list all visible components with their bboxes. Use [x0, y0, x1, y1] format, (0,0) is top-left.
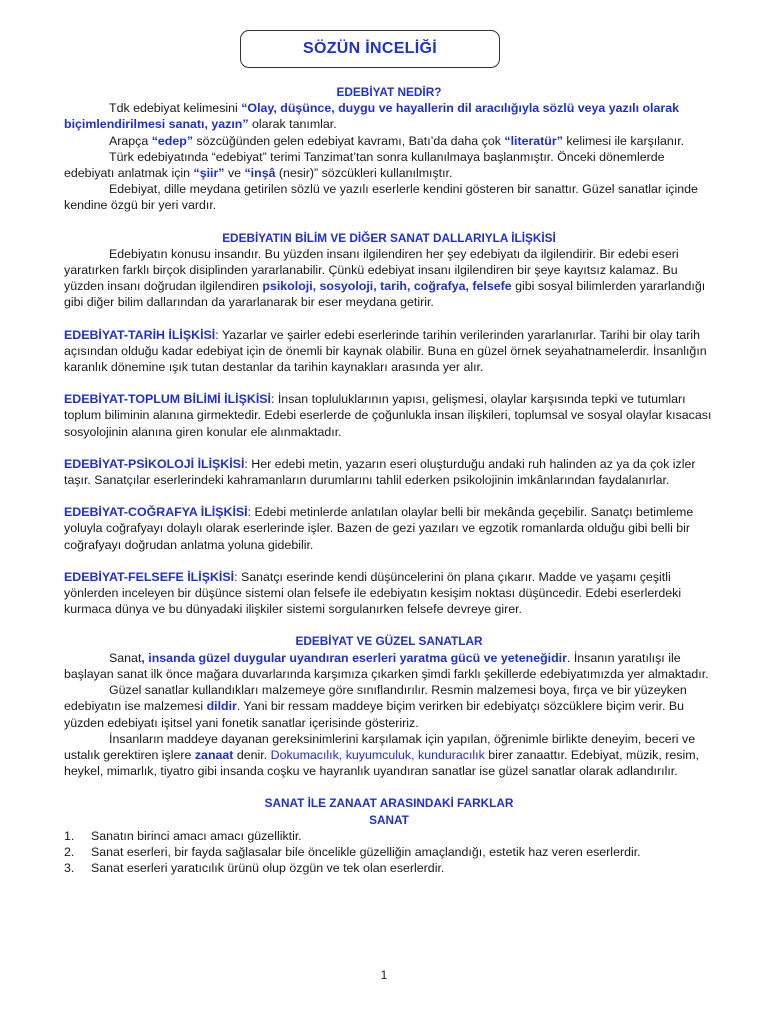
- paragraph-zanaat: İnsanların maddeye dayanan gereksinimlerini karşılamak için yapılan, öğrenimle birlikte deneyim, beceri ve ustalık gerektiren işlere zanaat denir. Dokumacılık, kuyumculuk, kunduracılık birer zanaattır. Edebiyat, müzik, resim, heykel, mimarlık, tiyatro gibi insanda coşku ve hayranlık uyandıran sanatlar ise güzel sanatlar olarak adlandırılır.: [64, 731, 699, 779]
- paragraph-edebiyat-konusu: Edebiyatın konusu insandır. Bu yüzden insanı ilgilendiren her şey edebiyatı da ilgilendirir. Bir edebi eseri yaratırken farklı birçok disiplinden yararlanabilir. Çünkü edebiyat insanı ilgilendiren bir şeye kayıtsız kalamaz. Bu yüzden insanı doğrudan ilgilendiren psikoloji, sosyoloji, tarih, coğrafya, felsefe gibi sosyal bilimlerden yararlandığı gibi diğer bilim dallarından da yararlanarak bir eser meydana getirir.: [64, 246, 706, 310]
- page-number: 1: [380, 968, 388, 982]
- relation-psikoloji: EDEBİYAT-PSİKOLOJİ İLİŞKİSİ: Her edebi metin, yazarın eseri oluşturduğu andaki ruh halinden az ya da çok izler taşır. Sanatçılar eserlerindeki kahramanların durumlarını tahlil ederken psikolojinin imkânlarından faydalanırlar.: [64, 456, 696, 488]
- title-box: [240, 30, 500, 68]
- paragraph-tanzimat: Türk edebiyatında “edebiyat” terimi Tanzimat’tan sonra kullanılmaya başlanmıştır. Önceki dönemlerde edebiyatı anlatmak için “şiir” ve “inşâ (nesir)” sözcükleri kullanılmıştır.: [64, 149, 665, 181]
- sanat-list: [64, 828, 714, 877]
- term-edep: “edep”: [151, 133, 194, 148]
- paragraph-edebiyat-sanat: Edebiyat, dille meydana getirilen sözlü ve yazılı eserlerle kendini gösteren bir sanattır. Güzel sanatlar içinde kendine özgü bir yeri vardır.: [64, 182, 698, 213]
- relation-label: EDEBİYAT-FELSEFE İLİŞKİSİ: [64, 569, 235, 584]
- relation-label: EDEBİYAT-COĞRAFYA İLİŞKİSİ: [64, 505, 248, 520]
- heading-guzel-sanatlar: EDEBİYAT VE GÜZEL SANATLAR: [295, 634, 483, 649]
- paragraph-sanat-tanimi: Sanat, insanda güzel duygular uyandıran eserleri yaratma gücü ve yeteneğidir. İnsanın yaratılışı ile başlayan sanat ilk önce mağara duvarlarında karşımıza çıkarken şimdi farklı şekillerde edebiyatımızda yer almaktadır.: [64, 650, 709, 681]
- list-item: 3. Sanat eserleri yaratıcılık ürünü olup özgün ve tek olan eserlerdir.: [64, 861, 445, 876]
- term-dildir: dildir: [206, 699, 237, 714]
- term-zanaat-ornekleri: Dokumacılık, kuyumculuk, kunduracılık: [270, 747, 485, 762]
- term-zanaat: zanaat: [194, 747, 234, 762]
- page-title: SÖZÜN İNCELİĞİ: [303, 39, 437, 57]
- term-insa: “inşâ: [244, 166, 276, 181]
- relation-cografya: EDEBİYAT-COĞRAFYA İLİŞKİSİ: Edebi metinlerde anlatılan olaylar belli bir mekânda geçebilir. Sanatçı betimleme yoluyla coğrafyayı dolaylı olarak eserlerinde işler. Bazen de gezi yazıları ve egzotik romanlarda olduğu gibi belli bir coğrafyayı doğrudan anlatma yoluna gidebilir.: [64, 505, 694, 552]
- term-siir: “şiir”: [193, 166, 225, 181]
- heading-edebiyat-nedir: EDEBİYAT NEDİR?: [336, 85, 442, 99]
- paragraph-edep: Arapça “edep” sözcüğünden gelen edebiyat kavramı, Batı’da daha çok “literatür” kelimesi ile karşılanır.: [109, 133, 685, 148]
- paragraph-tdk-definition: Tdk edebiyat kelimesini “Olay, düşünce, duygu ve hayallerin dil aracılığıyla sözlü veya yazılı olarak biçimlendirilmesi sanatı, yazın” olarak tanımlar.: [64, 101, 679, 132]
- quote-definition: “Olay, düşünce, duygu ve hayallerin dil aracılığıyla sözlü veya yazılı olarak biçimlendirilmesi sanatı, yazın”: [64, 101, 679, 132]
- term-sanat-tanimi: , insanda güzel duygular uyandıran eserleri yaratma gücü ve yeteneğidir: [141, 650, 567, 665]
- paragraph-malzeme: Güzel sanatlar kullandıkları malzemeye göre sınıflandırılır. Resmin malzemesi boya, fırça ve bir yüzeyken edebiyatın ise malzemesi dildir. Yani bir ressam maddeye biçim verirken bir edebiyatçı sözcüklere biçim verir. Bu yüzden edebiyatı işitsel yani fonetik sanatlar içerisinde gösteririz.: [64, 683, 687, 730]
- relation-label: EDEBİYAT-PSİKOLOJİ İLİŞKİSİ: [64, 456, 245, 471]
- relation-tarih: EDEBİYAT-TARİH İLİŞKİSİ: Yazarlar ve şairler edebi eserlerinde tarihin verilerinden yararlanırlar. Tarihi bir olay tarih açısından olduğu kadar edebiyat için de önemli bir kaynak olabilir. Buna en güzel örnek seyahatnamelerdir. İnsanlığın karanlık dönemine ışık tutan destanlar da tarihin kaynakları arasında yer alır.: [64, 327, 707, 375]
- subheading-sanat: SANAT: [369, 812, 409, 827]
- heading-sanat-zanaat-farklar: SANAT İLE ZANAAT ARASINDAKİ FARKLAR: [264, 796, 514, 811]
- relation-label: EDEBİYAT-TOPLUM BİLİMİ İLİŞKİSİ: [64, 392, 271, 407]
- document-body: [64, 84, 714, 876]
- relation-felsefe: EDEBİYAT-FELSEFE İLİŞKİSİ: Sanatçı eserinde kendi düşüncelerini ön plana çıkarır. Madde ve yaşamı çeşitli yönlerden inceleyen bir düşünce sistemi olan felsefe ile edebiyatın kesişim noktası düşüncedir. Edebi eserlerdeki kurmaca dünya ve bu dünyadaki ilişkiler sistemi sorgulanırken felsefe devreye girer.: [64, 569, 682, 617]
- relation-toplum-bilimi: EDEBİYAT-TOPLUM BİLİMİ İLİŞKİSİ: İnsan topluluklarının yapısı, gelişmesi, olaylar karşısında tepki ve tutumları toplum biliminin alanına girmektedir. Edebi eserlerde de çoğunlukla insan ilişkileri, toplumsal ve sosyal olaylar kısacası sosyolojinin alanına giren konular ele alınmaktadır.: [64, 392, 712, 439]
- heading-bilim-iliskisi: EDEBİYATIN BİLİM VE DİĞER SANAT DALLARIYLA İLİŞKİSİ: [222, 230, 556, 245]
- list-item: 2. Sanat eserleri, bir fayda sağlasalar bile öncelikle güzelliğin amaçlandığı, estetik haz veren eserlerdir.: [64, 844, 641, 859]
- list-item: 1. Sanatın birinci amacı amacı güzelliktir.: [64, 828, 302, 843]
- term-sosyal-bilimler: psikoloji, sosyoloji, tarih, coğrafya, felsefe: [262, 279, 512, 294]
- relation-label: EDEBİYAT-TARİH İLİŞKİSİ: [64, 327, 216, 342]
- term-literatur: “literatür”: [504, 133, 563, 148]
